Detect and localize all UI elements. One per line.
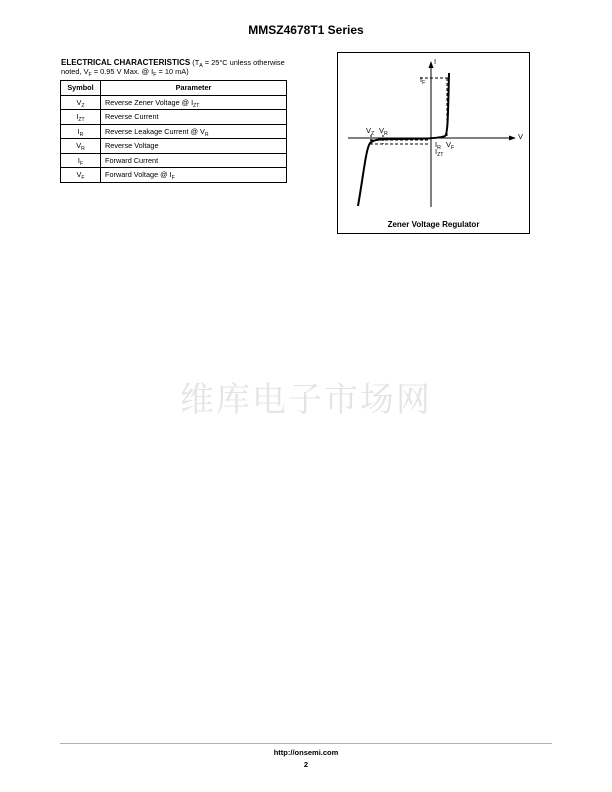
symbol-cell: $V_R$ [61,139,101,154]
symbol-cell: $I_F$ [61,153,101,168]
table-row [61,139,287,154]
symbol-header: Symbol [61,81,101,96]
caption-heading: ELECTRICAL CHARACTERISTICS [61,58,191,67]
vr-label: $V_R$ [379,126,388,137]
page-number: 2 [303,760,309,769]
vf-label: $V_F$ [446,140,455,151]
parameter-cell: Forward Current [101,153,287,168]
parameter-cell: Forward Voltage @ $I_F$ [101,168,287,183]
symbol-cell: $V_Z$ [61,95,101,110]
izt-label: $I_{ZT}$ [435,147,444,158]
table-row [61,153,287,168]
symbol-cell: $I_R$ [61,124,101,139]
footer-url: http://onsemi.com [273,748,339,757]
symbol-cell: $I_{ZT}$ [61,110,101,125]
watermark: 维库电子市场网 [180,380,432,420]
current-axis-label: I [434,57,437,66]
iv-curve-drawing [338,53,529,233]
table-header-row [61,81,287,96]
footer-divider [60,743,552,744]
symbol-cell: $V_F$ [61,168,101,183]
if-label: $I_F$ [420,75,426,86]
table-row [61,110,287,125]
current-axis-arrow-icon [429,61,434,68]
electrical-characteristics-table [60,80,287,183]
parameter-cell: Reverse Zener Voltage @ $I_{ZT}$ [101,95,287,110]
parameter-header: Parameter [101,81,287,96]
table-row [61,95,287,110]
vz-label: $V_Z$ [366,126,375,137]
table-row [61,124,287,139]
caption-note: ($T_A = 25^\circ C$ unless otherwise noted, $V_F = 0.95$ V Max. @ $I_F = 10$ mA) [61,58,285,78]
voltage-axis-arrow-icon [509,136,516,141]
page-title: MMSZ4678T1 Series [248,23,364,37]
diagram-caption: Zener Voltage Regulator [387,220,480,229]
parameter-cell: Reverse Current [101,110,287,125]
table-row [61,168,287,183]
ir-label: $I_R$ [435,140,441,151]
voltage-axis-label: V [518,132,524,141]
zener-characteristic-diagram [337,52,530,234]
electrical-characteristics-caption [61,58,301,76]
parameter-cell: Reverse Voltage [101,139,287,154]
parameter-cell: Reverse Leakage Current @ $V_R$ [101,124,287,139]
